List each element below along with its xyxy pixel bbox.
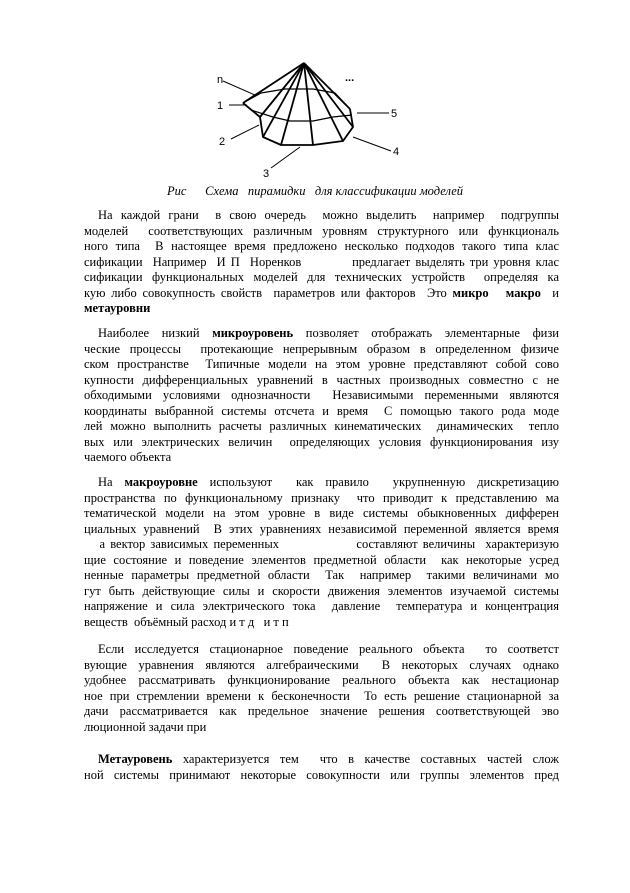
text-run: напряжение и сила электрического тока давление температура и концентрация	[84, 599, 559, 613]
text-run: характеризуется тем что в качестве составных частей слож	[172, 752, 559, 766]
label-ellipsis: ...	[345, 72, 355, 84]
text-line	[84, 642, 559, 658]
text-line	[84, 673, 559, 689]
text-run: ческие процессы протекающие непрерывным образом в определенном физиче	[84, 341, 559, 356]
text-line	[84, 553, 559, 569]
text-run: гут быть действующие силы и скорости движения элементов изучаемой системы	[84, 583, 559, 598]
pyramid-base-front	[243, 103, 353, 145]
text-line	[84, 658, 559, 674]
text-run: обходимыми условиями однозначности Независимыми переменными являются	[84, 388, 559, 402]
text-line	[84, 435, 559, 451]
text-run: удобнее рассматривать функционирование реального объекта как нестационар	[84, 673, 559, 687]
text-run: ненные параметры предметной области Так например такими величинами мо	[84, 568, 559, 582]
text-run: вующие уравнения являются алгебраическими В некоторых случаях однако	[84, 657, 559, 672]
text-run: лей можно выполнить расчеты различных кинематических динамических тепло	[84, 419, 559, 433]
pyramid-edge	[304, 63, 343, 141]
pyramid-ring	[251, 110, 352, 121]
text-run: пространства по функциональному признаку что приводит к представлению ма	[84, 490, 559, 505]
paragraph	[84, 208, 559, 317]
bold-term: микро макро	[452, 285, 541, 300]
text-run: ной системы принимают некоторые совокупности или группы элементов пред	[84, 767, 559, 782]
text-line	[84, 255, 559, 271]
text-run: купности дифференциальных уравнений в частных производных совместно с не	[84, 372, 559, 387]
text-line	[84, 768, 559, 784]
label-leader-4	[353, 137, 391, 151]
label-4: 4	[393, 146, 400, 158]
text-run: координаты выбранной системы отсчета и время С помощью такого рода моде	[84, 403, 559, 418]
label-1: 1	[217, 100, 224, 112]
text-line	[84, 326, 559, 342]
text-line	[84, 301, 559, 317]
text-line	[84, 615, 559, 631]
label-leader-3	[271, 147, 300, 168]
text-line	[84, 752, 559, 768]
text-run: дачи рассматривается как предельное значение решения соответствующей эво	[84, 704, 559, 718]
text-run: чаемого объекта	[84, 450, 172, 464]
label-n: n	[217, 74, 224, 86]
text-line	[84, 239, 559, 255]
bold-term: метауровни	[84, 301, 151, 315]
pyramid-edge	[304, 63, 313, 145]
paragraph	[84, 475, 559, 630]
text-run: ное при стремлении времени к бесконечности То есть решение стационарной за	[84, 688, 559, 703]
text-run: позволяет отображать элементарные физи	[293, 326, 560, 340]
text-run: используют как правило укрупненную дискретизацию	[197, 475, 559, 489]
paragraph	[84, 752, 559, 783]
text-line	[84, 506, 559, 522]
text-run: а вектор зависимых переменных составляют величины характеризую	[84, 537, 559, 551]
label-3: 3	[263, 168, 270, 180]
text-line	[84, 208, 559, 224]
text-run: На каждой грани в свою очередь можно выделить например подгруппы	[98, 208, 559, 222]
text-run: сификации функциональных моделей для технических устройств определяя ка	[84, 270, 559, 284]
pyramid-figure	[205, 55, 420, 180]
text-run: циальных уравнений В этих уравнениях независимой переменной является время	[84, 521, 559, 536]
pyramid-diagram	[205, 55, 420, 180]
paragraph	[84, 642, 559, 735]
text-run: веществ объёмный расход и т д и т п	[84, 614, 289, 629]
text-run: Наиболее низкий	[98, 326, 213, 340]
text-run: ском пространстве Типичные модели на этом уровне представляют собой сово	[84, 357, 559, 371]
text-run: кую либо совокупность свойств параметров или факторов Это	[84, 285, 453, 300]
text-line	[84, 270, 559, 286]
text-line	[84, 568, 559, 584]
text-line	[84, 224, 559, 240]
label-5: 5	[391, 108, 398, 120]
text-run: моделей соответствующих различным уровням структурного или функциональ	[84, 223, 559, 238]
text-run: Если исследуется стационарное поведение реального объекта то соответст	[98, 642, 559, 656]
text-line	[84, 720, 559, 736]
text-line	[84, 404, 559, 420]
text-line	[84, 450, 559, 466]
text-run: тематической модели на этом уровне в виде системы обыкновенных дифферен	[84, 506, 559, 520]
pyramid-edge	[260, 63, 304, 117]
text-line	[84, 419, 559, 435]
text-line	[84, 522, 559, 538]
text-run: На	[98, 475, 125, 489]
text-run: люционной задачи при	[84, 719, 207, 734]
text-line	[84, 475, 559, 491]
label-leader-n	[223, 81, 255, 95]
text-line	[84, 584, 559, 600]
text-line	[84, 357, 559, 373]
text-line	[84, 342, 559, 358]
figure-caption: Рис Схема пирамидки для классификации моделей	[166, 184, 464, 198]
pyramid-edge	[263, 63, 304, 137]
bold-term: макроуровне	[124, 475, 198, 489]
text-line	[84, 388, 559, 404]
text-line	[84, 491, 559, 507]
text-run: вых или электрических величин определяющих условия функционирования изу	[84, 434, 559, 449]
label-2: 2	[219, 136, 226, 148]
label-leader-2	[231, 125, 259, 139]
text-run: щие состояние и поведение элементов предметной области как некоторые усред	[84, 552, 559, 567]
paragraph	[84, 326, 559, 466]
text-line	[84, 286, 559, 302]
text-line	[84, 689, 559, 705]
text-run: и	[540, 285, 559, 300]
text-line	[84, 704, 559, 720]
text-line	[84, 373, 559, 389]
text-line	[84, 537, 559, 553]
pyramid-edge	[304, 63, 350, 109]
bold-term: Метауровень	[98, 752, 173, 766]
bold-term: микроуровень	[212, 326, 294, 340]
text-run: ного типа В настоящее время предложено несколько подходов такого типа клас	[84, 239, 559, 253]
text-line	[84, 599, 559, 615]
text-run: сификации Например И П Норенков предлагает выделять три уровня клас	[84, 254, 559, 269]
